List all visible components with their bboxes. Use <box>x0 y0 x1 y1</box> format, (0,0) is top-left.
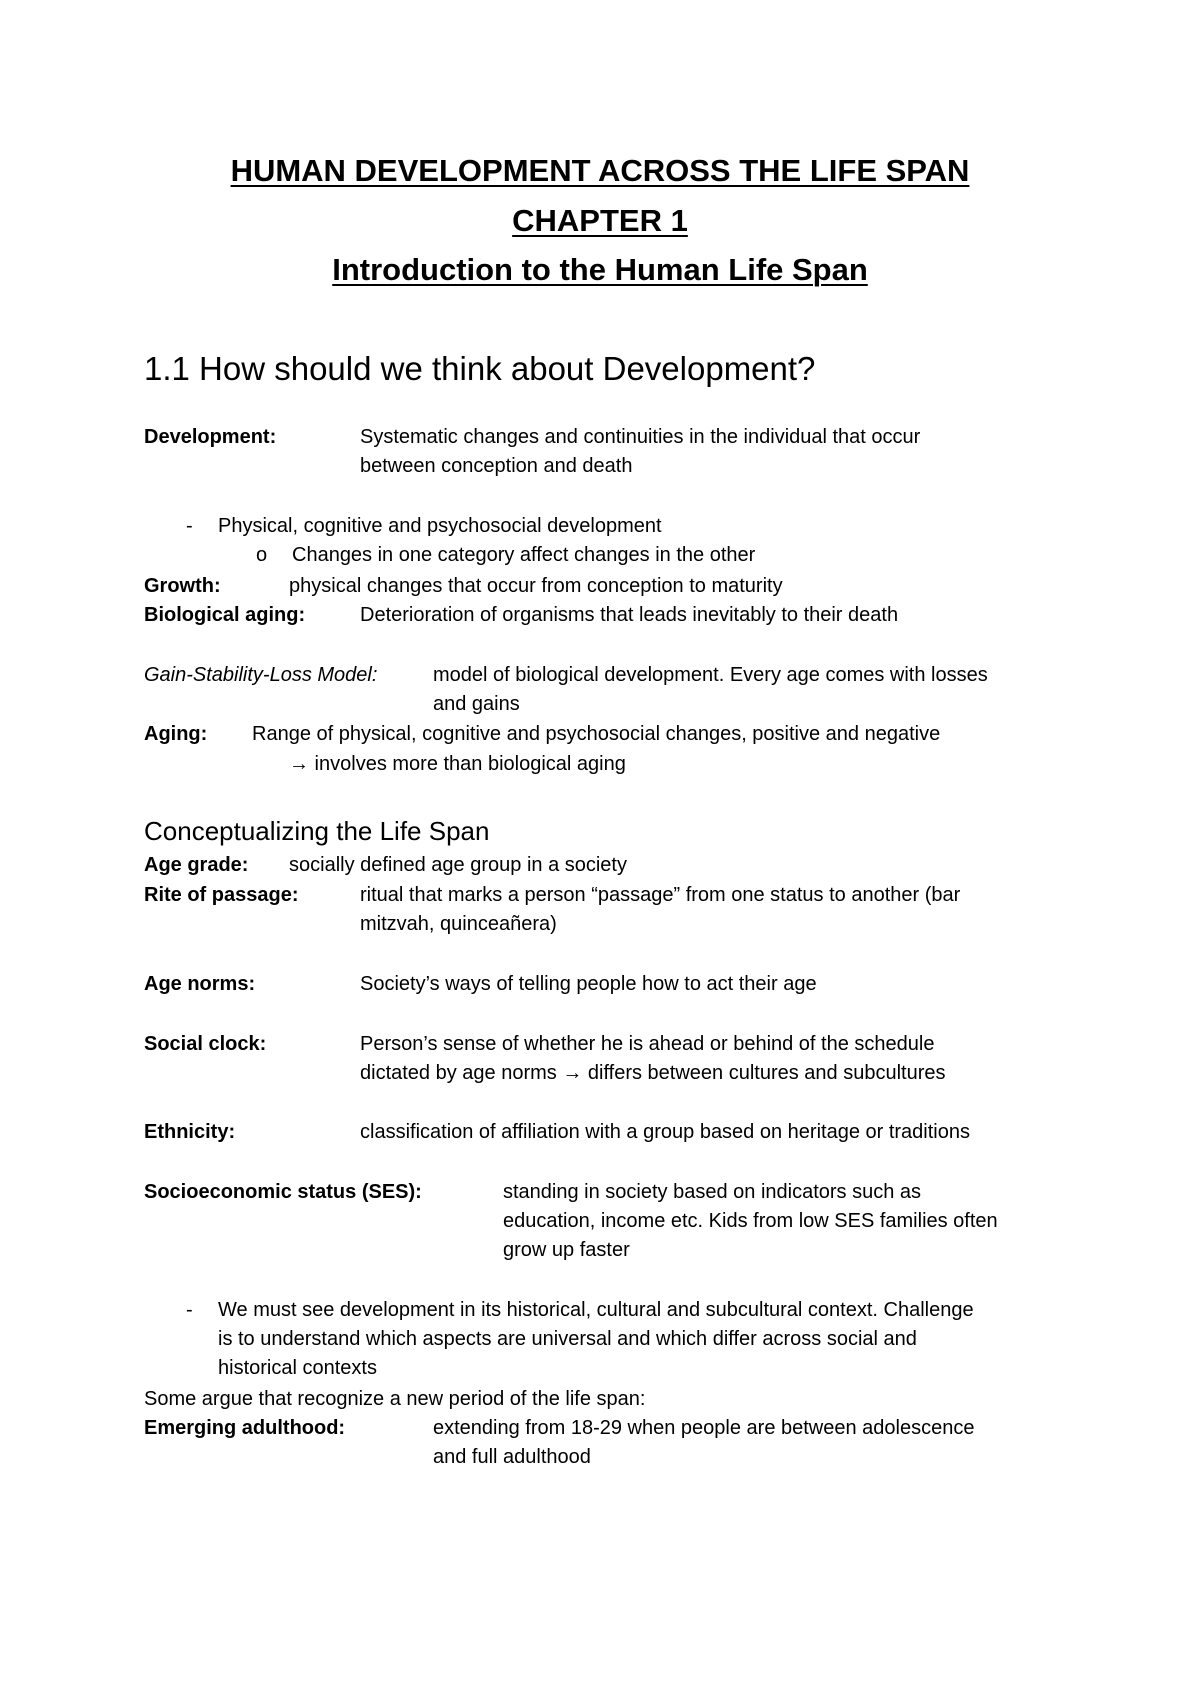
def-ses-line3: grow up faster <box>503 1239 630 1261</box>
def-age-grade: socially defined age group in a society <box>289 854 627 876</box>
def-emerging-line1: extending from 18-29 when people are between adolescence <box>433 1417 975 1439</box>
def-age-norms: Society’s ways of telling people how to act their age <box>360 973 817 995</box>
subbullet-marker: o <box>256 544 268 566</box>
def-aging-line2: → involves more than biological aging <box>289 753 626 775</box>
bullet-physical-cognitive: Physical, cognitive and psychosocial development <box>218 515 662 537</box>
term-development: Development: <box>144 426 277 448</box>
def-rite-line2: mitzvah, quinceañera) <box>360 913 557 935</box>
def-emerging-line2: and full adulthood <box>433 1446 591 1468</box>
term-ethnicity: Ethnicity: <box>144 1121 236 1143</box>
term-biological-aging: Biological aging: <box>144 604 306 626</box>
def-gsl-line2: and gains <box>433 693 520 715</box>
plain-text-new-period: Some argue that recognize a new period of the life span: <box>144 1388 646 1410</box>
term-age-grade: Age grade: <box>144 854 249 876</box>
def-rite-line1: ritual that marks a person “passage” from one status to another (bar <box>360 884 961 906</box>
term-emerging-adulthood: Emerging adulthood: <box>144 1417 346 1439</box>
def-growth: physical changes that occur from conception to maturity <box>289 575 783 597</box>
bullet-context-line3: historical contexts <box>218 1357 377 1379</box>
term-social-clock: Social clock: <box>144 1033 267 1055</box>
bullet-context-line1: We must see development in its historical, cultural and subcultural context. Challenge <box>218 1299 974 1321</box>
term-gain-stability-loss: Gain-Stability-Loss Model: <box>144 664 378 686</box>
term-growth: Growth: <box>144 575 221 597</box>
term-ses: Socioeconomic status (SES): <box>144 1181 422 1203</box>
def-social-clock-line2: dictated by age norms → differs between cultures and subcultures <box>360 1062 946 1084</box>
bullet-dash: - <box>186 515 193 537</box>
term-rite-of-passage: Rite of passage: <box>144 884 299 906</box>
bullet-context-line2: is to understand which aspects are universal and which differ across social and <box>218 1328 917 1350</box>
subbullet-changes: Changes in one category affect changes in the other <box>292 544 756 566</box>
document-title: HUMAN DEVELOPMENT ACROSS THE LIFE SPAN <box>230 153 970 188</box>
def-biological-aging: Deterioration of organisms that leads inevitably to their death <box>360 604 899 626</box>
def-ses-line1: standing in society based on indicators such as <box>503 1181 922 1203</box>
def-ethnicity: classification of affiliation with a group based on heritage or traditions <box>360 1121 970 1143</box>
section-heading-life-span: Conceptualizing the Life Span <box>144 816 490 846</box>
chapter-title: Introduction to the Human Life Span <box>332 252 868 287</box>
def-development-line1: Systematic changes and continuities in the individual that occur <box>360 426 921 448</box>
section-heading-development: 1.1 How should we think about Development? <box>144 350 816 387</box>
def-development-line2: between conception and death <box>360 455 633 477</box>
term-age-norms: Age norms: <box>144 973 256 995</box>
def-ses-line2: education, income etc. Kids from low SES families often <box>503 1210 998 1232</box>
chapter-label: CHAPTER 1 <box>512 203 688 238</box>
def-gsl-line1: model of biological development. Every age comes with losses <box>433 664 988 686</box>
def-aging-line1: Range of physical, cognitive and psychosocial changes, positive and negative <box>252 723 941 745</box>
def-social-clock-line1: Person’s sense of whether he is ahead or behind of the schedule <box>360 1033 935 1055</box>
bullet-dash: - <box>186 1299 193 1321</box>
term-aging: Aging: <box>144 723 208 745</box>
